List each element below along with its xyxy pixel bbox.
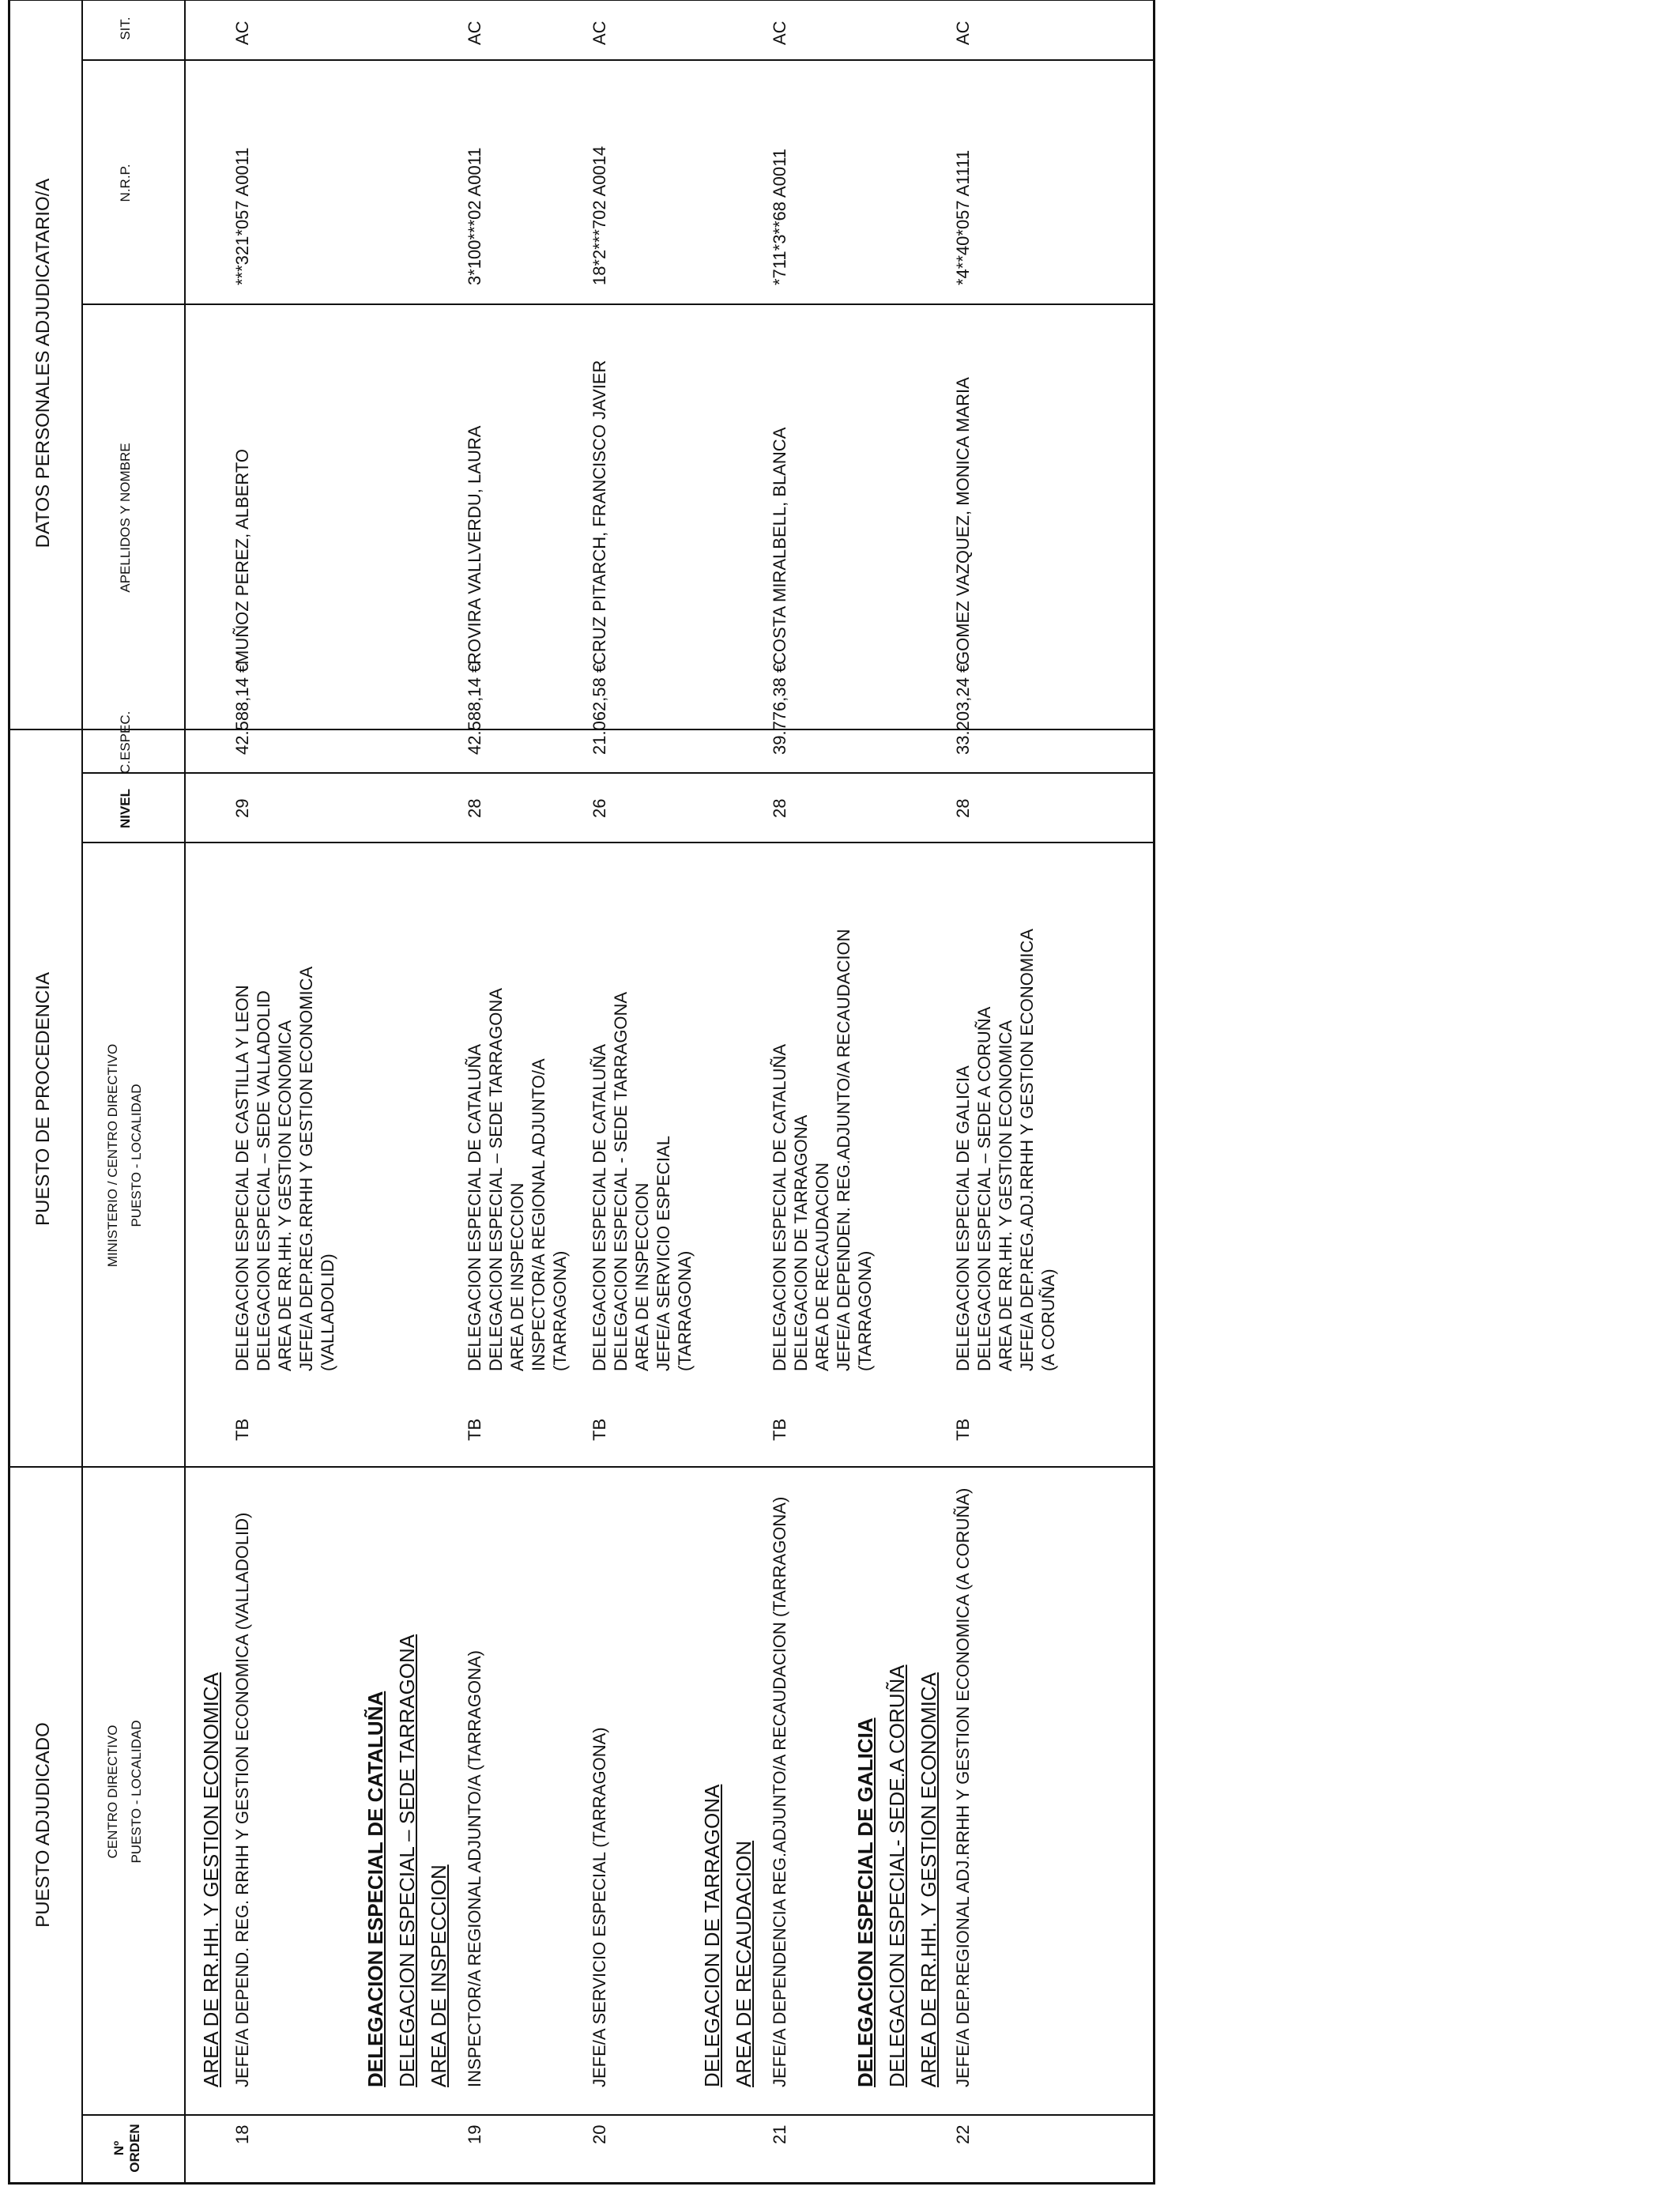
label-n-orden: Nº xyxy=(111,2140,126,2156)
row-21-nivel: 28 xyxy=(770,798,789,818)
row-19-procedencia: DELEGACION ESPECIAL DE CATALUÑA DELEGACION ESPECIAL – SEDE TARRAGONA AREA DE INSPECCION INSPECTOR/A REGIONAL ADJUNTO/A (TARRAGONA) xyxy=(465,988,570,1371)
label-apellidos: APELLIDOS Y NOMBRE xyxy=(118,443,133,593)
row-20-orden: 20 xyxy=(590,2124,609,2144)
row-22-cespec: 33.203,24 € xyxy=(953,662,973,755)
row-19-sit: AC xyxy=(465,21,484,45)
section-recaudacion: AREA DE RECAUDACION xyxy=(732,1840,755,2087)
header-divider-1 xyxy=(81,1,83,2182)
label-centro-directivo: CENTRO DIRECTIVO xyxy=(105,1725,120,1859)
label-procedencia-localidad: PUESTO - LOCALIDAD xyxy=(129,1084,144,1227)
section-delegacion-tarragona: DELEGACION DE TARRAGONA xyxy=(700,1784,724,2087)
adjudication-table xyxy=(8,0,1155,2185)
row-21-puesto: JEFE/A DEPENDENCIA REG.ADJUNTO/A RECAUDACION (TARRAGONA) xyxy=(770,1496,789,2087)
row-22-orden: 22 xyxy=(953,2124,973,2144)
row-21-nombre: COSTA MIRALBELL, BLANCA xyxy=(770,427,789,665)
row-22-sit: AC xyxy=(953,21,973,45)
section-inspeccion: AREA DE INSPECCION xyxy=(427,1864,450,2087)
header-datos-personales: DATOS PERSONALES ADJUDICATARIO/A xyxy=(32,178,54,548)
row-22-procedencia: DELEGACION ESPECIAL DE GALICIA DELEGACION ESPECIAL – SEDE A CORUÑA AREA DE RR.HH. Y GESTION ECONOMICA JEFE/A DEP.REG.ADJ.RRHH Y GESTION ECONOMICA (A CORUÑA) xyxy=(953,929,1058,1371)
divider-nivel xyxy=(81,842,1153,843)
row-20-puesto: JEFE/A SERVICIO ESPECIAL (TARRAGONA) xyxy=(590,1727,609,2087)
divider-nombre xyxy=(81,303,1153,305)
row-18-nivel: 29 xyxy=(232,798,252,818)
label-puesto-localidad: PUESTO - LOCALIDAD xyxy=(129,1720,144,1864)
row-19-nivel: 28 xyxy=(465,798,484,818)
row-20-sit: AC xyxy=(590,21,609,45)
row-18-sit: AC xyxy=(232,21,252,45)
row-19-nrp: 3*100***02 A0011 xyxy=(465,147,484,285)
row-18-puesto: JEFE/A DEPEND. REG. RRHH Y GESTION ECONOMICA (VALLADOLID) xyxy=(232,1512,252,2087)
section-galicia: DELEGACION ESPECIAL DE GALICIA xyxy=(853,1717,877,2087)
header-divider-2 xyxy=(184,1,186,2182)
row-20-cespec: 21.062,58 € xyxy=(590,662,609,755)
section-sede-tarragona: DELEGACION ESPECIAL – SEDE TARRAGONA xyxy=(395,1634,419,2087)
label-nivel: NIVEL xyxy=(118,788,133,829)
section-catalunya: DELEGACION ESPECIAL DE CATALUÑA xyxy=(363,1691,387,2087)
row-21-nrp: *711*3**68 A0011 xyxy=(770,149,789,285)
label-sit: SIT. xyxy=(118,17,133,40)
row-20-procedencia: DELEGACION ESPECIAL DE CATALUÑA DELEGACION ESPECIAL - SEDE TARRAGONA AREA DE INSPECCION JEFE/A SERVICIO ESPECIAL (TARRAGONA) xyxy=(590,991,695,1371)
row-19-cespec: 42.588,14 € xyxy=(465,662,484,755)
header-puesto-procedencia: PUESTO DE PROCEDENCIA xyxy=(32,972,54,1226)
row-18-orden: 18 xyxy=(232,2124,252,2144)
label-ministerio: MINISTERIO / CENTRO DIRECTIVO xyxy=(105,1043,120,1268)
row-21-cespec: 39.776,38 € xyxy=(770,662,789,755)
divider-adjudicado xyxy=(10,1466,1153,1468)
row-18-nrp: ***321*057 A0011 xyxy=(232,147,252,285)
row-21-orden: 21 xyxy=(770,2124,789,2144)
row-20-nrp: 18*2***702 A0014 xyxy=(590,145,609,285)
row-18-nombre: MUÑOZ PEREZ, ALBERTO xyxy=(232,448,252,665)
section-sede-coruna: DELEGACION ESPECIAL- SEDE.A CORUÑA xyxy=(885,1664,909,2087)
label-c-espec: C.ESPEC. xyxy=(118,711,133,774)
row-21-sit: AC xyxy=(770,21,789,45)
divider-procedencia xyxy=(10,729,1153,730)
row-22-nrp: *4**40*057 A1111 xyxy=(953,149,973,285)
row-20-nombre: CRUZ PITARCH, FRANCISCO JAVIER xyxy=(590,360,609,665)
row-19-puesto: INSPECTOR/A REGIONAL ADJUNTO/A (TARRAGONA) xyxy=(465,1650,484,2087)
section-rrhh-valladolid: AREA DE RR.HH. Y GESTION ECONOMICA xyxy=(199,1672,223,2087)
row-21-tipo: TB xyxy=(770,1418,789,1441)
divider-nrp xyxy=(81,59,1153,61)
row-19-tipo: TB xyxy=(465,1418,484,1441)
label-orden: ORDEN xyxy=(127,2124,142,2173)
row-19-orden: 19 xyxy=(465,2124,484,2144)
row-18-procedencia: DELEGACION ESPECIAL DE CASTILLA Y LEON DELEGACION ESPECIAL – SEDE VALLADOLID AREA DE RR.HH. Y GESTION ECONOMICA JEFE/A DEP.REG.RRHH Y GESTION ECONOMICA (VALLADOLID) xyxy=(232,966,337,1371)
divider-orden xyxy=(81,2114,1153,2116)
section-rrhh-coruna: AREA DE RR.HH. Y GESTION ECONOMICA xyxy=(917,1672,940,2087)
row-19-nombre: ROVIRA VALLVERDU, LAURA xyxy=(465,425,484,665)
divider-cespec xyxy=(81,772,1153,774)
row-22-nivel: 28 xyxy=(953,798,973,818)
row-18-cespec: 42.588,14 € xyxy=(232,662,252,755)
row-20-tipo: TB xyxy=(590,1418,609,1441)
row-18-tipo: TB xyxy=(232,1418,252,1441)
row-20-nivel: 26 xyxy=(590,798,609,818)
row-22-tipo: TB xyxy=(953,1418,973,1441)
header-puesto-adjudicado: PUESTO ADJUDICADO xyxy=(32,1722,54,1928)
row-22-puesto: JEFE/A DEP.REGIONAL ADJ.RRHH Y GESTION ECONOMICA (A CORUÑA) xyxy=(953,1487,973,2087)
row-21-procedencia: DELEGACION ESPECIAL DE CATALUÑA DELEGACION DE TARRAGONA AREA DE RECAUDACION JEFE/A DEPENDEN. REG.ADJUNTO/A RECAUDACION (TARRAGONA) xyxy=(770,929,875,1371)
row-22-nombre: GOMEZ VAZQUEZ, MONICA MARIA xyxy=(953,377,973,665)
label-nrp: N.R.P. xyxy=(118,164,133,202)
